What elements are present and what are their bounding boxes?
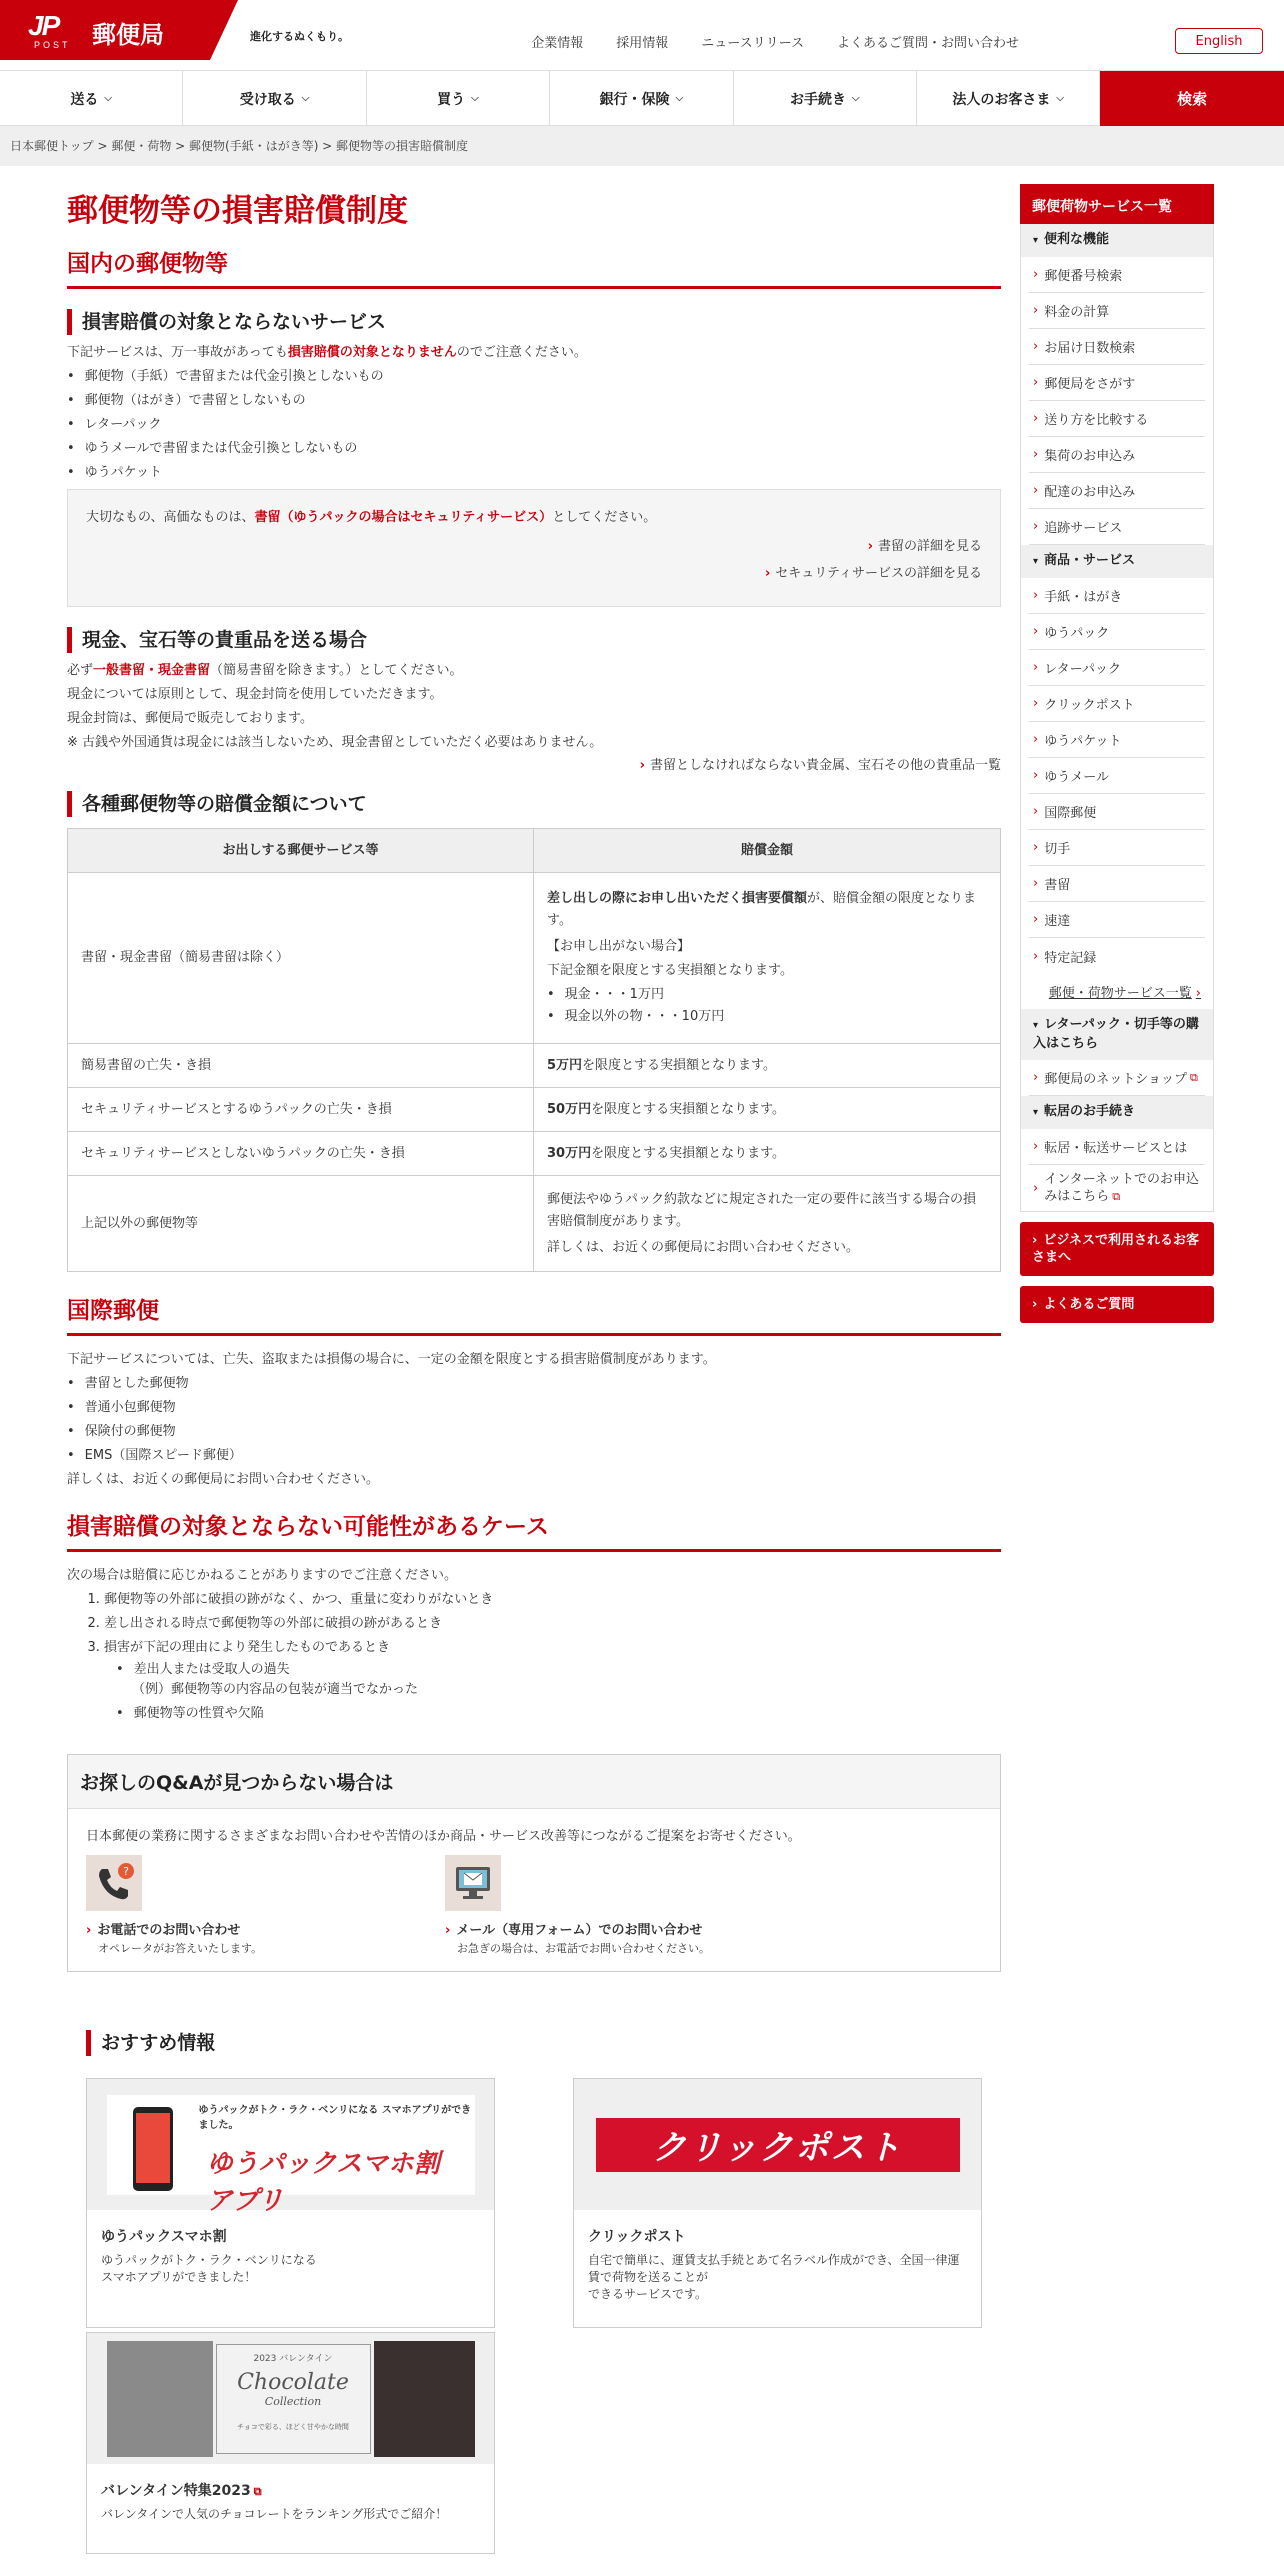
japan-post-logo[interactable]: [0, 0, 210, 60]
phone-icon: [86, 1855, 142, 1911]
text: バレンタイン特集2023: [101, 2483, 251, 2499]
link-faq-contact[interactable]: よくあるご質問・お問い合わせ: [836, 36, 1019, 51]
list-item: [116, 1660, 1001, 1700]
compensation-table: [67, 828, 1001, 1272]
reco-card-clickpost[interactable]: [573, 2078, 982, 2328]
recommended-heading: おすすめ情報: [86, 2030, 986, 2056]
gnav-label: 銀行・保険: [599, 91, 670, 108]
amount-cell: [534, 873, 1001, 1044]
global-nav: [0, 70, 1284, 126]
list-item: • 郵便物（はがき）で書留としないもの: [67, 389, 1001, 413]
banner-text: Collection: [264, 2394, 322, 2408]
gnav-label: 受け取る: [239, 91, 296, 108]
qa-box-title: お探しのQ&Aが見つからない場合は: [68, 1755, 1000, 1809]
sidebar-item[interactable]: › ゆうパケット: [1029, 722, 1205, 758]
amount-cell: [534, 1044, 1001, 1088]
chevron-down-icon: ⌵: [104, 93, 112, 104]
link-corporate[interactable]: 企業情報: [531, 36, 584, 51]
sidebar-item[interactable]: › 手紙・はがき: [1029, 578, 1205, 614]
sidebar-item[interactable]: › 特定記録: [1029, 938, 1205, 974]
gnav-label: 送る: [70, 91, 99, 108]
list-item: • ゆうパケット: [67, 461, 1001, 485]
text: （例）郵便物等の内容品の包装が適当でなかった: [132, 1682, 419, 1697]
list-item: • レターパック: [67, 413, 1001, 437]
svg-text:?: ?: [123, 1865, 129, 1878]
phone-contact[interactable]: [86, 1855, 416, 1956]
list-item: • 現金以外の物・・・10万円: [547, 1006, 987, 1028]
page-title: 郵便物等の損害賠償制度: [67, 193, 408, 229]
qa-mail-title: [445, 1919, 775, 1938]
sidebar: [1020, 184, 1214, 1323]
banner-text: ゆうパックがトク・ラク・ベンリになる スマホアプリができました。: [198, 2104, 472, 2131]
chevron-down-icon: ⌵: [1056, 93, 1064, 104]
column-header: 賠償金額: [534, 829, 1001, 873]
text: 郵便・荷物サービス一覧: [1048, 986, 1192, 1001]
text: 必ず: [67, 663, 94, 678]
chocolate-collection-card: [216, 2344, 371, 2454]
valentine-banner: [87, 2333, 494, 2464]
qa-phone-title: [86, 1919, 416, 1938]
breadcrumb[interactable]: 日本郵便トップ > 郵便・荷物 > 郵便物(手紙・はがき等) > 郵便物等の損害賠償制度: [0, 126, 1284, 166]
list-item: 2. 差し出される時点で郵便物等の外部に破損の跡があるとき: [104, 1612, 1001, 1636]
qa-phone-desc: オペレータがお答えいたします。: [98, 1942, 263, 1955]
amount-cell: [534, 1176, 1001, 1272]
text: 大切なもの、高価なものは、: [86, 510, 255, 525]
sidebar-item[interactable]: › 郵便番号検索: [1029, 257, 1205, 293]
reco-card-desc: スマホアプリができました！: [101, 2270, 257, 2284]
sidebar-item[interactable]: › ゆうパック: [1029, 614, 1205, 650]
mail-contact[interactable]: [445, 1855, 775, 1956]
recommended-section: [86, 2030, 986, 2521]
bold-text: 5万円: [547, 1057, 583, 1073]
reco-card-desc: ゆうパックがトク・ラク・ベンリになる: [101, 2253, 317, 2267]
sidebar-item[interactable]: › お届け日数検索: [1029, 329, 1205, 365]
sidebar-title: 郵便荷物サービス一覧: [1020, 184, 1214, 224]
table-row: [68, 1132, 1001, 1176]
bold-text: 50万円: [547, 1101, 592, 1117]
main-content: [67, 182, 1001, 1972]
qa-mail-desc: お急ぎの場合は、お電話でお問い合わせください。: [457, 1942, 710, 1955]
sidebar-item[interactable]: › 速達: [1029, 902, 1205, 938]
banner-main-text: ゆうパックスマホ割 アプリ: [206, 2148, 440, 2216]
list-item: [104, 1636, 1001, 1724]
text: [547, 888, 987, 932]
service-cell: 簡易書留の亡失・き損: [68, 1044, 534, 1088]
service-cell: 書留・現金書留（簡易書留は除く）: [68, 873, 534, 1044]
list-item: • 書留とした郵便物: [67, 1372, 1001, 1396]
logo-name: 郵便局: [92, 21, 164, 49]
english-button[interactable]: English: [1175, 28, 1263, 54]
text: メール（専用フォーム）でのお問い合わせ: [456, 1923, 703, 1938]
sidebar-item[interactable]: › 送り方を比較する: [1029, 401, 1205, 437]
section-possible-cases-heading: 損害賠償の対象とならない可能性があるケース: [67, 1508, 1001, 1552]
text: 詳しくは、お近くの郵便局にお問い合わせください。: [547, 1239, 860, 1255]
sidebar-item[interactable]: › クリックポスト: [1029, 686, 1205, 722]
list-item: • 保険付の郵便物: [67, 1420, 1001, 1444]
intl-outro: 詳しくは、お近くの郵便局にお問い合わせください。: [67, 1472, 380, 1487]
table-row: [68, 1176, 1001, 1272]
registered-mail-note: [67, 489, 1001, 607]
logo-post-text: POST: [34, 40, 71, 50]
table-row: [68, 1044, 1001, 1088]
computer-mail-icon: [445, 1855, 501, 1911]
external-link-icon: ⧉: [253, 2485, 262, 2498]
cash-paragraph: 現金封筒は、郵便局で販売しております。: [67, 711, 313, 726]
gnav-label: 法人のお客さま: [952, 91, 1051, 108]
emphasis-text: 一般書留・現金書留: [93, 663, 211, 678]
cash-paragraph: [67, 659, 1001, 683]
text: インターネットでのお申込みはこちら: [1044, 1172, 1200, 1204]
chocolate-photo: [374, 2341, 475, 2457]
list-item: • EMS（国際スピード郵便）: [67, 1444, 1001, 1468]
sidebar-item[interactable]: › 配達のお申込み: [1029, 473, 1205, 509]
sidebar-item[interactable]: › 追跡サービス: [1029, 509, 1205, 545]
reco-card-desc: 賃で荷物を送ることが: [588, 2270, 709, 2284]
cash-heading: 現金、宝石等の貴重品を送る場合: [67, 627, 1001, 653]
not-covered-heading: 損害賠償の対象とならないサービス: [67, 309, 1001, 335]
chevron-down-icon: ⌵: [301, 93, 310, 104]
text: としてください。: [552, 510, 657, 525]
clickpost-banner: [574, 2079, 981, 2210]
bold-text: 差し出しの際にお申し出いただく損害要償額: [547, 891, 808, 906]
gnav-business[interactable]: [917, 71, 1100, 126]
text: 【お申し出がない場合】: [547, 939, 691, 954]
intl-list: [67, 1372, 1001, 1468]
possible-cases-list: [67, 1588, 1001, 1724]
column-header: お出しする郵便サービス等: [68, 829, 534, 873]
gnav-buy[interactable]: [367, 71, 550, 126]
sidebar-item[interactable]: › ゆうメール: [1029, 758, 1205, 794]
table-row: [68, 1088, 1001, 1132]
text: 損害が下記の理由により発生したものであるとき: [104, 1640, 391, 1655]
reco-card-valentine[interactable]: [86, 2332, 495, 2554]
sidebar-item[interactable]: › 切手: [1029, 830, 1205, 866]
text: お電話でのお問い合わせ: [97, 1923, 241, 1938]
amount-heading: 各種郵便物等の賠償金額について: [67, 791, 1001, 817]
reco-card-title: クリックポスト: [588, 2229, 686, 2245]
text: を限度とする実損額となります。: [591, 1101, 786, 1117]
yupack-app-banner: [87, 2079, 494, 2216]
reco-card-title: [101, 2480, 480, 2500]
note-text: [86, 506, 982, 530]
sidebar-category-tools[interactable]: ▾ 便利な機能: [1021, 224, 1213, 257]
text: のでご注意ください。: [456, 345, 587, 360]
sidebar-item[interactable]: › レターパック: [1029, 650, 1205, 686]
external-link-icon: ⧉: [1112, 1190, 1121, 1203]
table-header-row: [68, 829, 1001, 873]
gnav-send[interactable]: [0, 71, 183, 126]
text: › 郵便局のネットショップ: [1044, 1072, 1187, 1087]
chevron-right-icon: ›: [86, 1923, 92, 1938]
sidebar-item[interactable]: › 転居・転送サービスとは: [1029, 1129, 1205, 1165]
sidebar-item[interactable]: › 郵便局をさがす: [1029, 365, 1205, 401]
sidebar-category-purchase[interactable]: ▾ レターパック・切手等の購入はこちら: [1021, 1009, 1213, 1060]
chevron-right-icon: ›: [445, 1923, 451, 1938]
sidebar-category-moving[interactable]: ▾ 転居のお手続き: [1021, 1096, 1213, 1129]
list-item: • 現金・・・1万円: [547, 984, 987, 1006]
not-covered-intro: [67, 341, 1001, 365]
reco-card-desc: 自宅で簡単に、運賃支払手続とあて名ラベル作成ができ、全国一律運: [588, 2253, 960, 2267]
list-item: • 郵便物等の性質や欠陥: [116, 1704, 1001, 1724]
chevron-right-icon: ›: [1195, 986, 1201, 1001]
external-link-icon: ⧉: [1189, 1070, 1198, 1084]
smartphone-image: [133, 2107, 173, 2191]
banner-main-text: Chocolate: [237, 2369, 349, 2395]
clickpost-logo: クリックポスト: [596, 2118, 960, 2172]
link-recruit[interactable]: 採用情報: [616, 36, 669, 51]
reco-card-desc: できるサービスです。: [588, 2287, 708, 2301]
not-covered-list: [67, 365, 1001, 485]
valuables-list-link[interactable]: › 書留としなければならない貴金属、宝石その他の貴重品一覧: [67, 755, 1001, 777]
amount-list: [547, 984, 987, 1028]
text: が、賠償金額の限度となります。: [547, 891, 977, 928]
chevron-down-icon: ⌵: [851, 93, 860, 104]
sidebar-more-link[interactable]: [1021, 974, 1213, 1009]
gnav-label: お手続き: [789, 91, 846, 108]
qa-intro: 日本郵便の業務に関するさまざまなお問い合わせや苦情のほか商品・サービス改善等につながるご提案をお寄せください。: [86, 1829, 801, 1844]
text: を限度とする実損額となります。: [591, 1145, 786, 1161]
reco-card-desc: バレンタインで人気のチョコレートをランキング形式でご紹介！: [101, 2507, 448, 2521]
sidebar-item[interactable]: › 書留: [1029, 866, 1205, 902]
business-customers-button[interactable]: › ビジネスで利用されるお客さまへ: [1020, 1222, 1214, 1276]
link-news[interactable]: ニュースリリース: [701, 36, 804, 51]
sidebar-box: [1020, 224, 1214, 1212]
site-header: [0, 0, 1284, 70]
text: 郵便法やゆうパック約款などに規定された一定の要件に該当する場合の損害賠償制度があります。: [547, 1191, 977, 1229]
list-item: • 郵便物（手紙）で書留または代金引換としないもの: [67, 365, 1001, 389]
service-cell: 上記以外の郵便物等: [68, 1176, 534, 1272]
qa-not-found-box: [67, 1754, 1001, 1972]
banner-text: チョコで彩る、ほどく甘やかな時間: [237, 2422, 349, 2431]
search-button[interactable]: 検索: [1100, 71, 1284, 126]
sidebar-item[interactable]: [1029, 1165, 1205, 1211]
text: を限度とする実損額となります。: [582, 1057, 777, 1073]
tagline: 進化するぬくもり。: [250, 30, 349, 43]
list-item: • ゆうメールで書留または代金引換としないもの: [67, 437, 1001, 461]
gnav-receive[interactable]: [183, 71, 366, 126]
faq-button[interactable]: › よくあるご質問: [1020, 1286, 1214, 1323]
bold-text: 30万円: [547, 1145, 592, 1161]
emphasis-text: 損害賠償の対象となりません: [287, 345, 457, 360]
security-service-detail-link[interactable]: › セキュリティサービスの詳細を見る: [86, 560, 982, 587]
banner-text: 2023 バレンタイン: [253, 2353, 333, 2364]
gnav-bank-insurance[interactable]: [550, 71, 733, 126]
emphasis-text: 書留（ゆうパックの場合はセキュリティサービス）: [254, 510, 553, 525]
cash-note: ※ 古銭や外国通貨は現金には該当しないため、現金書留としていただく必要はありません。: [67, 735, 603, 750]
service-cell: セキュリティサービスとするゆうパックの亡失・き損: [68, 1088, 534, 1132]
sidebar-item[interactable]: › 集荷のお申込み: [1029, 437, 1205, 473]
possible-intro: 次の場合は賠償に応じかねることがありますのでご注意ください。: [67, 1568, 458, 1583]
gnav-label: 買う: [437, 91, 466, 108]
chocolate-photo: [107, 2341, 213, 2457]
sidebar-item[interactable]: [1029, 1060, 1205, 1096]
sidebar-item[interactable]: › 料金の計算: [1029, 293, 1205, 329]
cash-paragraph: 現金については原則として、現金封筒を使用していただきます。: [67, 687, 443, 702]
service-cell: セキュリティサービスとしないゆうパックの亡失・き損: [68, 1132, 534, 1176]
gnav-procedures[interactable]: [734, 71, 917, 126]
list-item: 1. 郵便物等の外部に破損の跡がなく、かつ、重量に変わりがないとき: [104, 1588, 1001, 1612]
qa-box-body: [68, 1809, 1000, 1971]
text: （簡易書留を除きます。）としてください。: [210, 663, 463, 678]
chevron-down-icon: ⌵: [471, 93, 479, 104]
registered-detail-link[interactable]: › 書留の詳細を見る: [86, 533, 982, 560]
text: 下記金額を限度とする実損額となります。: [547, 963, 793, 978]
sidebar-category-products[interactable]: ▾ 商品・サービス: [1021, 545, 1213, 578]
amount-cell: [534, 1088, 1001, 1132]
sidebar-item[interactable]: › 国際郵便: [1029, 794, 1205, 830]
top-links: [531, 32, 1019, 51]
reco-card-title: ゆうパックスマホ割: [101, 2229, 227, 2245]
section-domestic-heading: 国内の郵便物等: [67, 245, 1001, 289]
text: 差出人または受取人の過失: [133, 1662, 290, 1677]
reco-card-yupack-app[interactable]: [86, 2078, 495, 2328]
list-item: • 普通小包郵便物: [67, 1396, 1001, 1420]
chevron-down-icon: ⌵: [675, 93, 684, 104]
table-row: [68, 873, 1001, 1044]
text: 下記サービスは、万一事故があっても: [67, 345, 288, 360]
section-international-heading: 国際郵便: [67, 1292, 1001, 1336]
logo-jp-mark: JP: [28, 10, 59, 41]
amount-cell: [534, 1132, 1001, 1176]
intl-intro: 下記サービスについては、亡失、盗取または損傷の場合に、一定の金額を限度とする損害賠償制度があります。: [67, 1352, 716, 1367]
sub-list: [104, 1660, 1001, 1724]
